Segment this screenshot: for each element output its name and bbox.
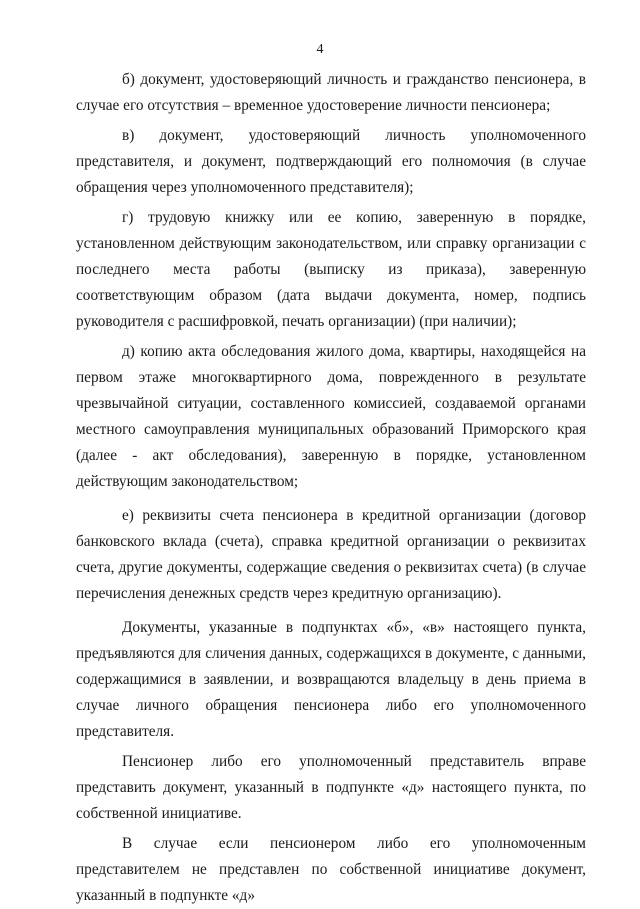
document-body bbox=[76, 67, 586, 909]
paragraph-b-identity-document: б) документ, удостоверяющий личность и гражданство пенсионера, в случае его отсутствия – временное удостоверение личности пенсионера; bbox=[76, 71, 586, 114]
paragraph-v-representative-document: в) документ, удостоверяющий личность уполномоченного представителя, и документ, подтверждающий его полномочия (в случае обращения через уполномоченного представителя); bbox=[76, 127, 586, 196]
paragraph-g-employment-record: г) трудовую книжку или ее копию, заверенную в порядке, установленном действующим законодательством, или справку организации с последнего места работы (выписку из приказа), заверенную соответствующим образом (дата выдачи документа, номер, подпись руководителя с расшифровкой, печать организации) (при наличии); bbox=[76, 209, 586, 330]
paragraph-documents-verification: Документы, указанные в подпунктах «б», «в» настоящего пункта, предъявляются для сличения данных, содержащихся в документе, с данными, содержащимися в заявлении, и возвращаются владельцу в день приема в случае личного обращения пенсионера либо его уполномоченного представителя. bbox=[76, 619, 586, 740]
paragraph-e-bank-details: е) реквизиты счета пенсионера в кредитной организации (договор банковского вклада (счета), справка кредитной организации о реквизитах счета, другие документы, содержащие сведения о реквизитах счета) (в случае перечисления денежных средств через кредитную организацию). bbox=[76, 507, 586, 602]
page-number: 4 bbox=[316, 42, 324, 57]
paragraph-own-initiative: Пенсионер либо его уполномоченный представитель вправе представить документ, указанный в подпункте «д» настоящего пункта, по собственной инициативе. bbox=[76, 753, 586, 822]
paragraph-d-inspection-act: д) копию акта обследования жилого дома, квартиры, находящейся на первом этаже многоквартирного дома, поврежденного в результате чрезвычайной ситуации, составленного комиссией, создаваемой органами местного самоуправления муниципальных образований Приморского края (далее - акт обследования), заверенную в порядке, установленном действующим законодательством; bbox=[76, 343, 586, 490]
paragraph-not-submitted: В случае если пенсионером либо его уполномоченным представителем не представлен по собственной инициативе документ, указанный в подпункте «д» bbox=[76, 835, 586, 904]
